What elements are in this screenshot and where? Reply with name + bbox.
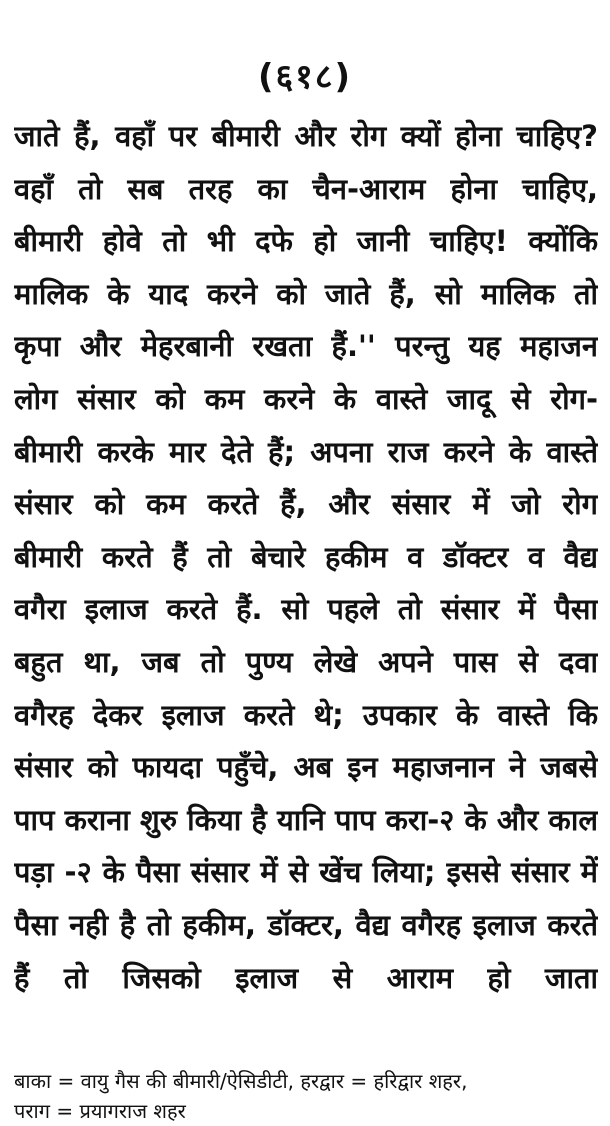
text-line: जाते हैं, वहाँ पर बीमारी और रोग क्यों होना चाहिए? xyxy=(14,119,598,153)
text-line: वगैरा इलाज करते हैं. सो पहले तो संसार में पैसा xyxy=(14,592,598,627)
text-line: पड़ा -२ के पैसा संसार में से खेंच लिया; इससे संसार में xyxy=(14,855,598,890)
text-line: हैं तो जिसको इलाज से आराम हो जाता xyxy=(14,960,598,995)
text-line: बीमारी करके मार देते हैं; अपना राज करने के वास्ते xyxy=(14,434,598,469)
text-line: वगैरह देकर इलाज करते थे; उपकार के वास्ते कि xyxy=(14,697,598,732)
text-line: संसार को फायदा पहुँचे, अब इन महाजनान ने जबसे xyxy=(14,750,598,785)
text-line: वहाँ तो सब तरह का चैन-आराम होना चाहिए, xyxy=(14,171,598,206)
text-line: पैसा नही है तो हकीम, डॉक्टर, वैद्य वगैरह इलाज करते xyxy=(14,907,598,942)
text-line: संसार को कम करते हैं, और संसार में जो रोग xyxy=(14,487,598,522)
text-line: लोग संसार को कम करने के वास्ते जादू से रोग- xyxy=(14,381,598,416)
body-text xyxy=(14,110,598,1004)
footnote-line: बाका = वायु गैस की बीमारी/ऐसिडीटी, हरद्वार = हरिद्वार शहर, xyxy=(14,1069,468,1093)
text-line: बहुत था, जब तो पुण्य लेखे अपने पास से दवा xyxy=(14,644,598,679)
text-line: मालिक के याद करने को जाते हैं, सो मालिक तो xyxy=(14,276,598,311)
page-number: (६१८) xyxy=(257,57,353,97)
text-line: पाप कराना शुरु किया है यानि पाप करा-२ के और काल xyxy=(14,802,598,837)
text-line: बीमारी करते हैं तो बेचारे हकीम व डॉक्टर व वैद्य xyxy=(14,539,598,574)
footnote xyxy=(14,1066,598,1126)
text-line: कृपा और मेहरबानी रखता हैं.'' परन्तु यह महाजन xyxy=(14,329,598,364)
footnote-line: पराग = प्रयागराज शहर xyxy=(14,1099,186,1123)
text-line: बीमारी होवे तो भी दफे हो जानी चाहिए! क्योंकि xyxy=(14,224,598,259)
